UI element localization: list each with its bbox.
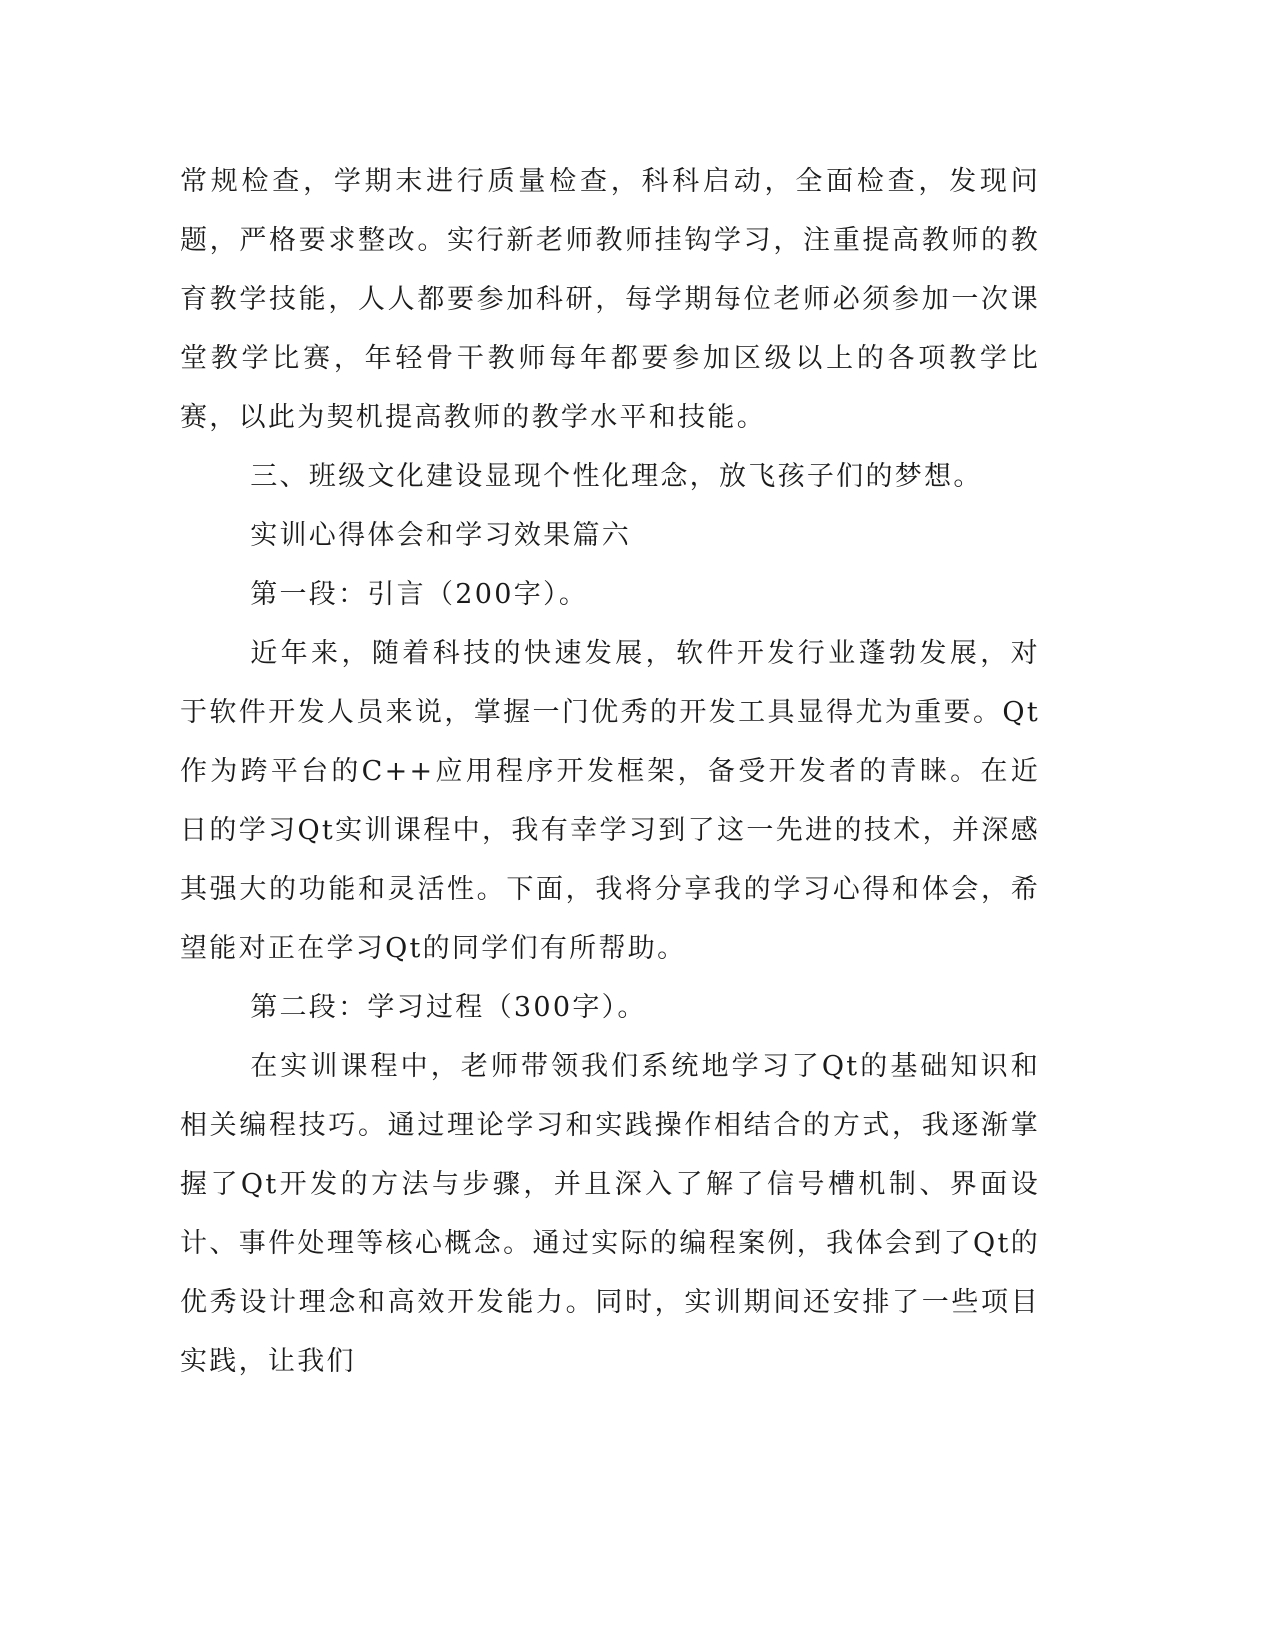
heading-part-1: 第一段：引言（200字）。 bbox=[250, 579, 589, 610]
paragraph-intro: 近年来，随着科技的快速发展，软件开发行业蓬勃发展，对于软件开发人员来说，掌握一门优秀的开发工具显得尤为重要。Qt作为跨平台的C++应用程序开发框架，备受开发者的青睐。在近日的学习Qt实训课程中，我有幸学习到了这一先进的技术，并深感其强大的功能和灵活性。下面，我将分享我的学习心得和体会，希望能对正在学习Qt的同学们有所帮助。 bbox=[180, 638, 1040, 964]
section-title: 实训心得体会和学习效果篇六 bbox=[250, 520, 632, 551]
heading-part-2: 第二段：学习过程（300字）。 bbox=[250, 992, 647, 1023]
document-body bbox=[180, 152, 1040, 1391]
paragraph-2: 三、班级文化建设显现个性化理念，放飞孩子们的梦想。 bbox=[250, 461, 983, 492]
paragraph-1: 常规检查，学期末进行质量检查，科科启动，全面检查，发现问题，严格要求整改。实行新老师教师挂钩学习，注重提高教师的教育教学技能，人人都要参加科研，每学期每位老师必须参加一次课堂教学比赛，年轻骨干教师每年都要参加区级以上的各项教学比赛，以此为契机提高教师的教学水平和技能。 bbox=[180, 166, 1040, 433]
paragraph-process: 在实训课程中，老师带领我们系统地学习了Qt的基础知识和相关编程技巧。通过理论学习和实践操作相结合的方式，我逐渐掌握了Qt开发的方法与步骤，并且深入了解了信号槽机制、界面设计、事件处理等核心概念。通过实际的编程案例，我体会到了Qt的优秀设计理念和高效开发能力。同时，实训期间还安排了一些项目实践，让我们 bbox=[180, 1051, 1040, 1377]
